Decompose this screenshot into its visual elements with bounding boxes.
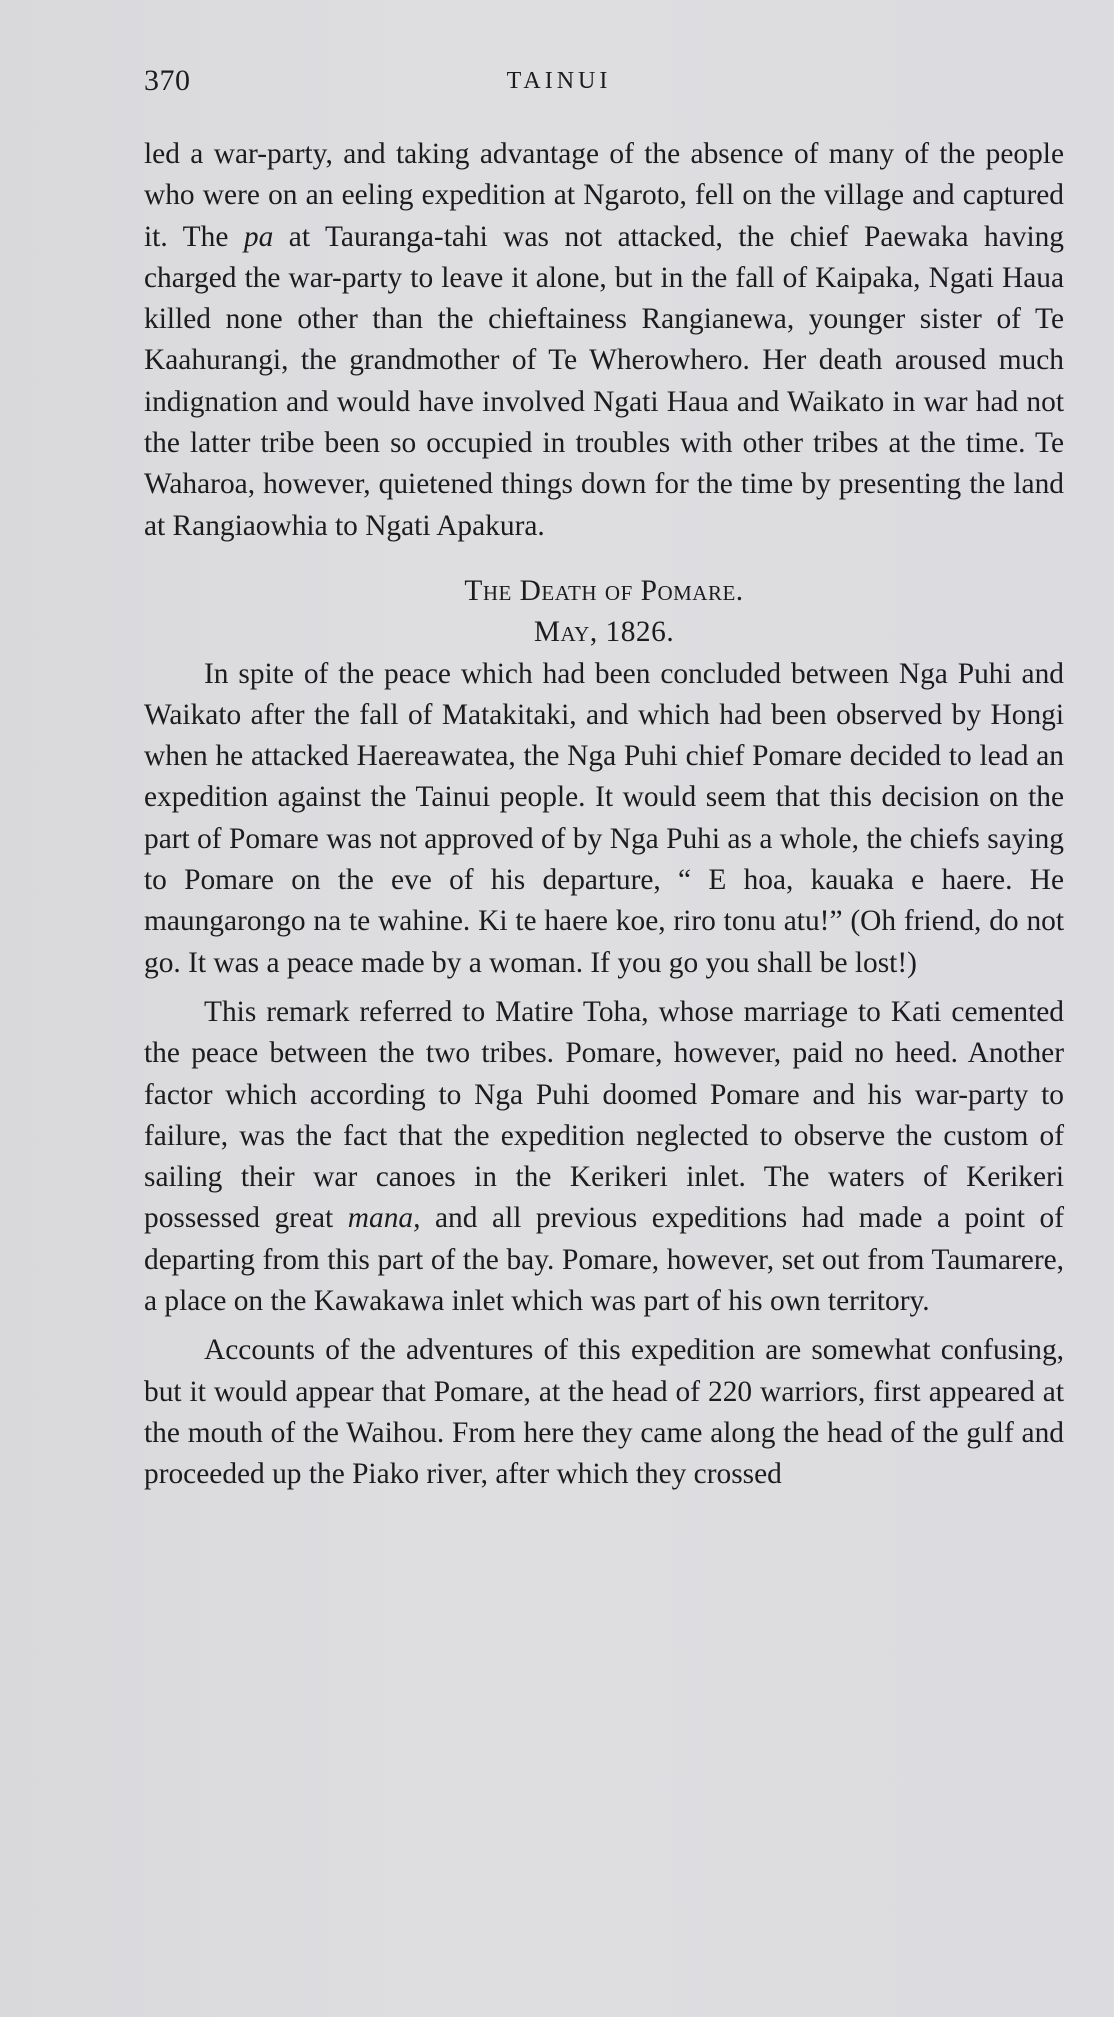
page-number: 370	[144, 64, 191, 97]
paragraph-1-italic-pa: pa	[243, 220, 274, 253]
paragraph-2: In spite of the peace which had been concluded between Nga Puhi and Waikato after the fall of Matakitaki, and which had been observed by Hongi when he attacked Haereawatea, the Nga Puhi chief Pomare decided to lead an expedition against the Tainui people. It would seem that this decision on the part of Pomare was not approved of by Nga Puhi as a whole, the chiefs saying to Pomare on the eve of his departure, “ E hoa, kauaka e haere. He maungarongo na te wahine. Ki te haere koe, riro tonu atu!” (Oh friend, do not go. It was a peace made by a woman. If you go you shall be lost!)	[144, 657, 1064, 979]
paragraph-1	[144, 134, 1064, 547]
paragraph-1-part-2: at Tauranga-tahi was not attacked, the chief Paewaka having charged the war-party to leave it alone, but in the fall of Kaipaka, Ngati Haua killed none other than the chieftainess Rangianewa, younger sister of Te Kaahurangi, the grandmother of Te Wherowhero. Her death aroused much indignation and would have involved Ngati Haua and Waikato in war had not the latter tribe been so occupied in troubles with other tribes at the time. Te Waharoa, however, quietened things down for the time by presenting the land at Rangiaowhia to Ngati Apakura.	[144, 220, 1064, 542]
paragraph-3-italic-mana: mana,	[347, 1202, 421, 1235]
page-header	[144, 64, 974, 104]
paragraph-3-part-1: This remark referred to Matire Toha, whose marriage to Kati cemented the peace between the two tribes. Pomare, however, paid no heed. Another factor which according to Nga Puhi doomed Pomare and his war-party to failure, was the fact that the expedition neglected to observe the custom of sailing their war canoes in the Kerikeri inlet. The waters of Kerikeri possessed great	[144, 995, 1064, 1235]
running-head: TAINUI	[506, 68, 612, 94]
paragraph-3-part-2: and all previous expeditions had made a point of departing from this part of the bay. Pomare, however, set out from Taumarere, a place on the Kawakawa inlet which was part of his own territory.	[144, 1202, 1064, 1318]
section-date: May, 1826.	[533, 616, 675, 649]
section-heading	[144, 571, 1064, 654]
paragraph-4: Accounts of the adventures of this expedition are somewhat confusing, but it would appear that Pomare, at the head of 220 warriors, first appeared at the mouth of the Waihou. From here they came along the head of the gulf and proceeded up the Piako river, after which they crossed	[144, 1334, 1064, 1491]
paragraph-1-part-1: led a war-party, and taking advantage of the absence of many of the people who were on an eeling expedition at Ngaroto, fell on the village and captured it. The	[144, 138, 1064, 253]
body-text	[144, 134, 1064, 1496]
paragraph-3	[144, 992, 1064, 1322]
section-title: The Death of Pomare.	[464, 574, 744, 607]
